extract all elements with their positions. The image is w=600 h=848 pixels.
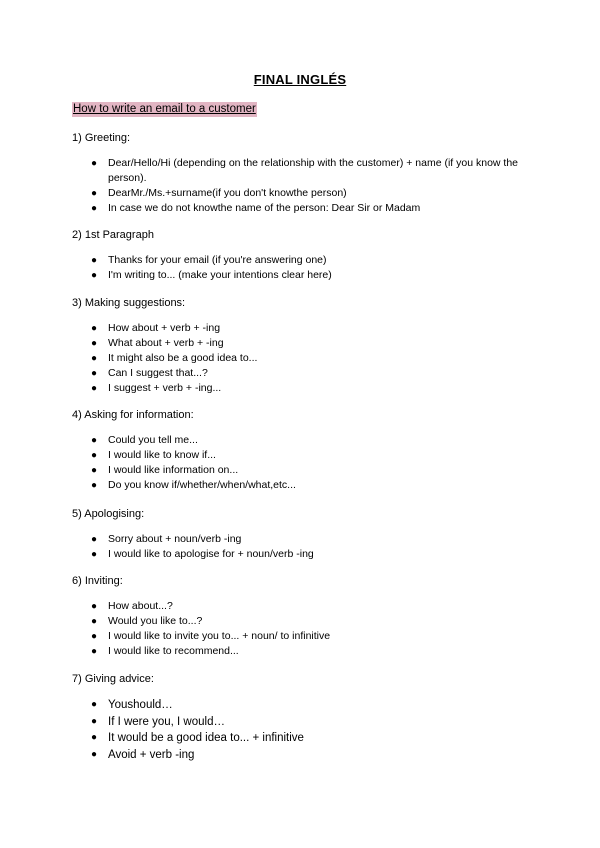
bullet-icon: ● bbox=[91, 158, 98, 169]
section-greeting bbox=[72, 131, 542, 216]
list-item: ● Dear/Hello/Hi (depending on the relationship with the customer) + name (if you know the person). bbox=[91, 157, 519, 184]
bullet-icon: ● bbox=[91, 480, 98, 491]
bullet-icon: ● bbox=[91, 323, 98, 334]
item-list bbox=[72, 156, 542, 216]
bullet-icon: ● bbox=[91, 383, 98, 394]
item-list bbox=[72, 697, 542, 763]
bullet-icon: ● bbox=[91, 270, 98, 281]
list-item: ● I would like to recommend... bbox=[91, 645, 239, 657]
bullet-icon: ● bbox=[91, 450, 98, 461]
list-item: ● Could you tell me... bbox=[91, 434, 198, 446]
bullet-icon: ● bbox=[91, 203, 98, 214]
section-heading: 6) Inviting: bbox=[72, 575, 123, 587]
list-item: ● I suggest + verb + -ing... bbox=[91, 382, 222, 394]
list-item: ● Would you like to...? bbox=[91, 615, 203, 627]
list-item: ● I would like to invite you to... + noun/ to infinitive bbox=[91, 630, 331, 642]
item-list bbox=[72, 321, 542, 396]
list-item: ● Sorry about + noun/verb -ing bbox=[91, 533, 242, 545]
section-apologising bbox=[72, 507, 542, 562]
list-item: ● What about + verb + -ing bbox=[91, 337, 224, 349]
bullet-icon: ● bbox=[91, 748, 98, 760]
section-asking-for-information bbox=[72, 408, 542, 493]
bullet-icon: ● bbox=[91, 616, 98, 627]
bullet-icon: ● bbox=[91, 465, 98, 476]
bullet-icon: ● bbox=[91, 368, 98, 379]
list-item: ● Do you know if/whether/when/what,etc... bbox=[91, 479, 296, 491]
bullet-icon: ● bbox=[91, 699, 98, 710]
bullet-icon: ● bbox=[91, 715, 98, 727]
list-item: ● In case we do not knowthe name of the person: Dear Sir or Madam bbox=[91, 202, 421, 214]
section-heading: 4) Asking for information: bbox=[72, 409, 194, 421]
item-list bbox=[72, 253, 542, 283]
bullet-icon: ● bbox=[91, 732, 98, 743]
item-list bbox=[72, 532, 542, 562]
list-item: ● Can I suggest that...? bbox=[91, 367, 208, 379]
section-giving-advice bbox=[72, 672, 542, 763]
bullet-icon: ● bbox=[91, 631, 98, 642]
list-item: ● Thanks for your email (if you're answering one) bbox=[91, 254, 327, 266]
bullet-icon: ● bbox=[91, 549, 98, 560]
list-item: ● DearMr./Ms.+surname(if you don't knowthe person) bbox=[91, 187, 347, 199]
item-list bbox=[72, 433, 542, 493]
document-subtitle: How to write an email to a customer bbox=[73, 103, 256, 115]
bullet-icon: ● bbox=[91, 435, 98, 446]
section-making-suggestions bbox=[72, 296, 542, 396]
section-heading: 2) 1st Paragraph bbox=[72, 229, 154, 241]
list-item: ● I would like information on... bbox=[91, 464, 239, 476]
bullet-icon: ● bbox=[91, 188, 98, 199]
section-heading: 7) Giving advice: bbox=[72, 673, 154, 685]
item-list bbox=[72, 599, 542, 659]
list-item: ● Avoid + verb -ing bbox=[72, 747, 542, 764]
bullet-icon: ● bbox=[91, 646, 98, 657]
section-first-paragraph bbox=[72, 228, 542, 283]
list-item: ● I would like to know if... bbox=[91, 449, 216, 461]
list-item: ● I would like to apologise for + noun/verb -ing bbox=[91, 548, 314, 560]
section-inviting bbox=[72, 574, 542, 659]
list-item: ● Youshould… bbox=[72, 697, 542, 714]
bullet-icon: ● bbox=[91, 601, 98, 612]
list-item: ● How about + verb + -ing bbox=[91, 322, 221, 334]
list-item: ● It would be a good idea to... + infinitive bbox=[72, 730, 542, 747]
bullet-icon: ● bbox=[91, 534, 98, 545]
bullet-icon: ● bbox=[91, 338, 98, 349]
document-title: FINAL INGLÉS bbox=[253, 72, 347, 87]
list-item: ● I'm writing to... (make your intentions clear here) bbox=[91, 269, 332, 281]
bullet-icon: ● bbox=[91, 353, 98, 364]
list-item: ● If I were you, I would… bbox=[72, 714, 542, 731]
section-heading: 5) Apologising: bbox=[72, 508, 145, 520]
bullet-icon: ● bbox=[91, 255, 98, 266]
section-heading: 3) Making suggestions: bbox=[72, 297, 186, 309]
section-heading: 1) Greeting: bbox=[72, 132, 131, 144]
list-item: ● How about...? bbox=[91, 600, 173, 612]
list-item: ● It might also be a good idea to... bbox=[91, 352, 258, 364]
